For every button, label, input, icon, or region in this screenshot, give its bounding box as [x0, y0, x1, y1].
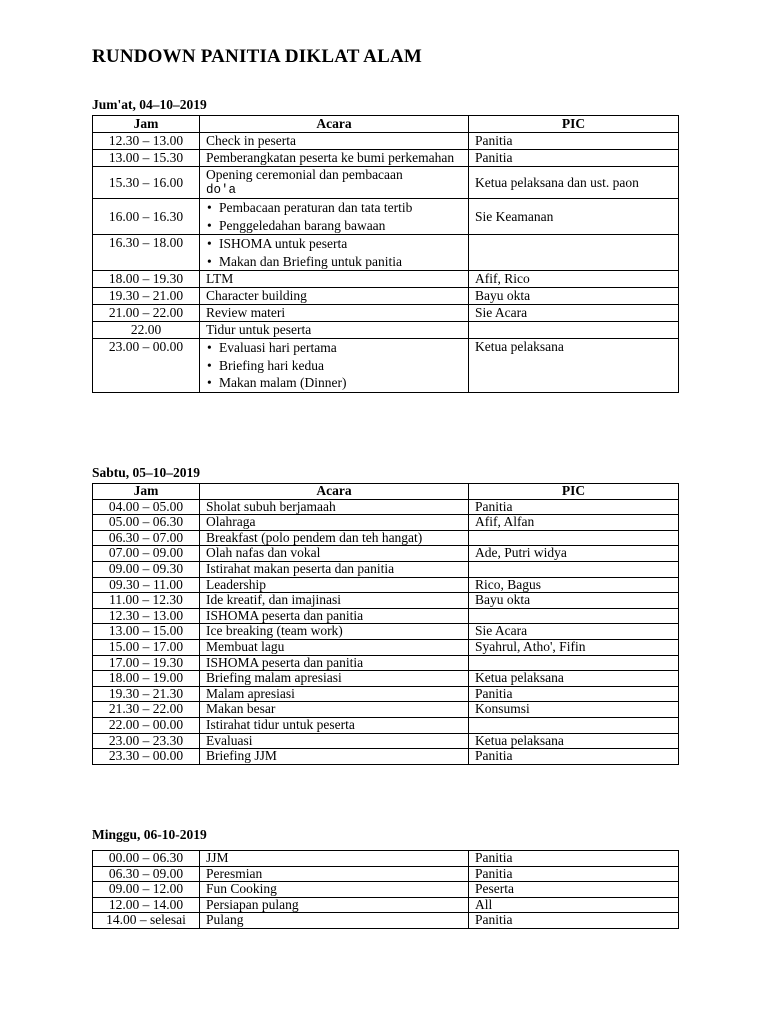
pic-cell: Sie Acara — [469, 624, 679, 640]
pic-cell: Panitia — [469, 133, 679, 150]
table-row — [93, 624, 679, 640]
table-row — [93, 882, 679, 898]
activity-cell — [200, 866, 469, 882]
activity-cell — [200, 235, 469, 271]
time-cell: 00.00 – 06.30 — [93, 851, 200, 867]
table-row — [93, 235, 679, 271]
activity-cell — [200, 561, 469, 577]
activity-text: Character building — [206, 288, 307, 303]
pic-cell: Panitia — [469, 686, 679, 702]
time-cell: 21.30 – 22.00 — [93, 702, 200, 718]
table-row — [93, 577, 679, 593]
column-header-acara: Acara — [200, 484, 469, 500]
activity-cell — [200, 608, 469, 624]
activity-text: Ide kreatif, dan imajinasi — [206, 592, 341, 608]
activity-text: Fun Cooking — [206, 881, 277, 897]
activity-cell — [200, 515, 469, 531]
pic-cell: Syahrul, Atho', Fifin — [469, 639, 679, 655]
time-cell: 12.30 – 13.00 — [93, 608, 200, 624]
activity-cell — [200, 851, 469, 867]
time-cell: 13.00 – 15.30 — [93, 150, 200, 167]
activity-text: ISHOMA peserta dan panitia — [206, 654, 364, 670]
table-row — [93, 851, 679, 867]
table-row — [93, 686, 679, 702]
table-row — [93, 271, 679, 288]
activity-item: • Evaluasi hari pertama — [206, 339, 462, 357]
pic-cell — [469, 235, 679, 271]
pic-cell: Afif, Alfan — [469, 515, 679, 531]
time-cell: 06.30 – 09.00 — [93, 866, 200, 882]
pic-cell: Panitia — [469, 913, 679, 929]
table-row — [93, 913, 679, 929]
activity-text: ISHOMA peserta dan panitia — [206, 607, 364, 623]
activity-text: Briefing malam apresiasi — [206, 670, 342, 686]
activity-text: Review materi — [206, 305, 286, 320]
activity-cell — [200, 271, 469, 288]
time-cell: 23.30 – 00.00 — [93, 749, 200, 765]
activity-cell — [200, 733, 469, 749]
activity-list — [206, 199, 462, 234]
activity-text: Evaluasi — [206, 732, 253, 748]
activity-cell — [200, 702, 469, 718]
activity-text: do'a — [206, 182, 237, 197]
table-row — [93, 546, 679, 562]
time-cell: 11.00 – 12.30 — [93, 593, 200, 609]
activity-text: Breakfast (polo pendem dan teh hangat) — [206, 529, 423, 545]
time-cell: 15.30 – 16.00 — [93, 167, 200, 199]
table-row — [93, 671, 679, 687]
activity-text: Pemberangkatan peserta ke bumi perkemahan — [206, 150, 455, 165]
pic-cell — [469, 561, 679, 577]
pic-cell: Rico, Bagus — [469, 577, 679, 593]
activity-cell — [200, 671, 469, 687]
schedule-table-sunday — [92, 850, 679, 929]
activity-text: Olahraga — [206, 514, 256, 530]
activity-text: Tidur untuk peserta — [206, 322, 312, 337]
table-row — [93, 639, 679, 655]
table-row — [93, 339, 679, 393]
pic-cell: Ade, Putri widya — [469, 546, 679, 562]
activity-cell — [200, 624, 469, 640]
activity-cell — [200, 305, 469, 322]
activity-cell — [200, 546, 469, 562]
activity-cell — [200, 288, 469, 305]
time-cell: 16.30 – 18.00 — [93, 235, 200, 271]
schedule-table-saturday — [92, 483, 679, 765]
activity-item: • Makan dan Briefing untuk panitia — [206, 253, 462, 271]
column-header-pic: PIC — [469, 116, 679, 133]
time-cell: 09.00 – 12.00 — [93, 882, 200, 898]
time-cell: 16.00 – 16.30 — [93, 199, 200, 235]
day-label-friday: Jum'at, 04–10–2019 — [92, 97, 207, 112]
activity-cell — [200, 593, 469, 609]
activity-text: Membuat lagu — [206, 638, 285, 654]
table-row — [93, 593, 679, 609]
table-row — [93, 608, 679, 624]
schedule-table-friday — [92, 115, 679, 393]
activity-text: Peresmian — [206, 865, 263, 881]
time-cell: 18.00 – 19.30 — [93, 271, 200, 288]
table-row — [93, 866, 679, 882]
pic-cell — [469, 717, 679, 733]
activity-cell — [200, 499, 469, 515]
pic-cell: Bayu okta — [469, 593, 679, 609]
time-cell: 22.00 – 00.00 — [93, 717, 200, 733]
activity-text: Istirahat makan peserta dan panitia — [206, 560, 395, 576]
pic-cell — [469, 322, 679, 339]
table-row — [93, 288, 679, 305]
activity-cell — [200, 167, 469, 199]
column-header-acara: Acara — [200, 116, 469, 133]
activity-text: Opening ceremonial dan pembacaan — [206, 167, 403, 182]
table-row — [93, 733, 679, 749]
time-cell: 07.00 – 09.00 — [93, 546, 200, 562]
activity-list — [206, 235, 462, 270]
table-row — [93, 322, 679, 339]
activity-list — [206, 339, 462, 392]
table-row — [93, 702, 679, 718]
activity-cell — [200, 133, 469, 150]
time-cell: 04.00 – 05.00 — [93, 499, 200, 515]
pic-cell: Konsumsi — [469, 702, 679, 718]
time-cell: 22.00 — [93, 322, 200, 339]
activity-cell — [200, 882, 469, 898]
pic-cell — [469, 530, 679, 546]
table-header-row — [93, 484, 679, 500]
table-row — [93, 897, 679, 913]
pic-cell: Panitia — [469, 866, 679, 882]
activity-cell — [200, 530, 469, 546]
document-title: RUNDOWN PANITIA DIKLAT ALAM — [92, 46, 423, 67]
table-row — [93, 167, 679, 199]
activity-text: Pulang — [206, 912, 244, 928]
activity-cell — [200, 655, 469, 671]
activity-cell — [200, 322, 469, 339]
time-cell: 15.00 – 17.00 — [93, 639, 200, 655]
pic-cell: Sie Acara — [469, 305, 679, 322]
table-row — [93, 199, 679, 235]
pic-cell: Ketua pelaksana — [469, 733, 679, 749]
activity-text: Leadership — [206, 576, 266, 592]
time-cell: 12.30 – 13.00 — [93, 133, 200, 150]
activity-cell — [200, 639, 469, 655]
table-row — [93, 515, 679, 531]
table-header-row — [93, 116, 679, 133]
activity-item: • Makan malam (Dinner) — [206, 374, 462, 392]
table-row — [93, 749, 679, 765]
table-row — [93, 133, 679, 150]
column-header-pic: PIC — [469, 484, 679, 500]
activity-cell — [200, 749, 469, 765]
time-cell: 19.30 – 21.00 — [93, 288, 200, 305]
table-row — [93, 305, 679, 322]
activity-text: Sholat subuh berjamaah — [206, 498, 336, 514]
activity-cell — [200, 913, 469, 929]
pic-cell: Panitia — [469, 499, 679, 515]
activity-text: Olah nafas dan vokal — [206, 545, 321, 561]
column-header-jam: Jam — [93, 116, 200, 133]
activity-text: Istirahat tidur untuk peserta — [206, 716, 355, 732]
pic-cell: Afif, Rico — [469, 271, 679, 288]
activity-item: • Penggeledahan barang bawaan — [206, 217, 462, 235]
time-cell: 05.00 – 06.30 — [93, 515, 200, 531]
pic-cell: All — [469, 897, 679, 913]
day-label-saturday: Sabtu, 05–10–2019 — [92, 465, 201, 480]
activity-text: Malam apresiasi — [206, 685, 295, 701]
activity-cell — [200, 199, 469, 235]
activity-item: • Briefing hari kedua — [206, 357, 462, 375]
time-cell: 17.00 – 19.30 — [93, 655, 200, 671]
activity-text: Makan besar — [206, 701, 276, 717]
table-row — [93, 499, 679, 515]
time-cell: 19.30 – 21.30 — [93, 686, 200, 702]
activity-text: JJM — [206, 850, 229, 865]
pic-cell — [469, 655, 679, 671]
time-cell: 21.00 – 22.00 — [93, 305, 200, 322]
activity-cell — [200, 577, 469, 593]
pic-cell: Bayu okta — [469, 288, 679, 305]
table-row — [93, 150, 679, 167]
time-cell: 14.00 – selesai — [93, 913, 200, 929]
time-cell: 23.00 – 00.00 — [93, 339, 200, 393]
pic-cell — [469, 608, 679, 624]
time-cell: 13.00 – 15.00 — [93, 624, 200, 640]
time-cell: 12.00 – 14.00 — [93, 897, 200, 913]
column-header-jam: Jam — [93, 484, 200, 500]
pic-cell: Ketua pelaksana — [469, 671, 679, 687]
activity-cell — [200, 339, 469, 393]
activity-cell — [200, 686, 469, 702]
time-cell: 18.00 – 19.00 — [93, 671, 200, 687]
activity-text: Check in peserta — [206, 133, 296, 148]
activity-item: • Pembacaan peraturan dan tata tertib — [206, 199, 462, 217]
pic-cell: Sie Keamanan — [469, 199, 679, 235]
activity-text: Briefing JJM — [206, 748, 277, 764]
activity-cell — [200, 717, 469, 733]
time-cell: 06.30 – 07.00 — [93, 530, 200, 546]
table-row — [93, 530, 679, 546]
table-row — [93, 561, 679, 577]
activity-text: Ice breaking (team work) — [206, 623, 343, 639]
time-cell: 23.00 – 23.30 — [93, 733, 200, 749]
pic-cell: Panitia — [469, 150, 679, 167]
time-cell: 09.00 – 09.30 — [93, 561, 200, 577]
activity-text: LTM — [206, 271, 234, 286]
activity-cell — [200, 897, 469, 913]
table-row — [93, 655, 679, 671]
pic-cell: Ketua pelaksana — [469, 339, 679, 393]
table-row — [93, 717, 679, 733]
pic-cell: Panitia — [469, 749, 679, 765]
day-label-sunday: Minggu, 06-10-2019 — [92, 827, 207, 842]
pic-cell: Ketua pelaksana dan ust. paon — [469, 167, 679, 199]
activity-item: • ISHOMA untuk peserta — [206, 235, 462, 253]
pic-cell: Peserta — [469, 882, 679, 898]
pic-cell: Panitia — [469, 851, 679, 867]
activity-text: Persiapan pulang — [206, 896, 299, 912]
time-cell: 09.30 – 11.00 — [93, 577, 200, 593]
activity-cell — [200, 150, 469, 167]
